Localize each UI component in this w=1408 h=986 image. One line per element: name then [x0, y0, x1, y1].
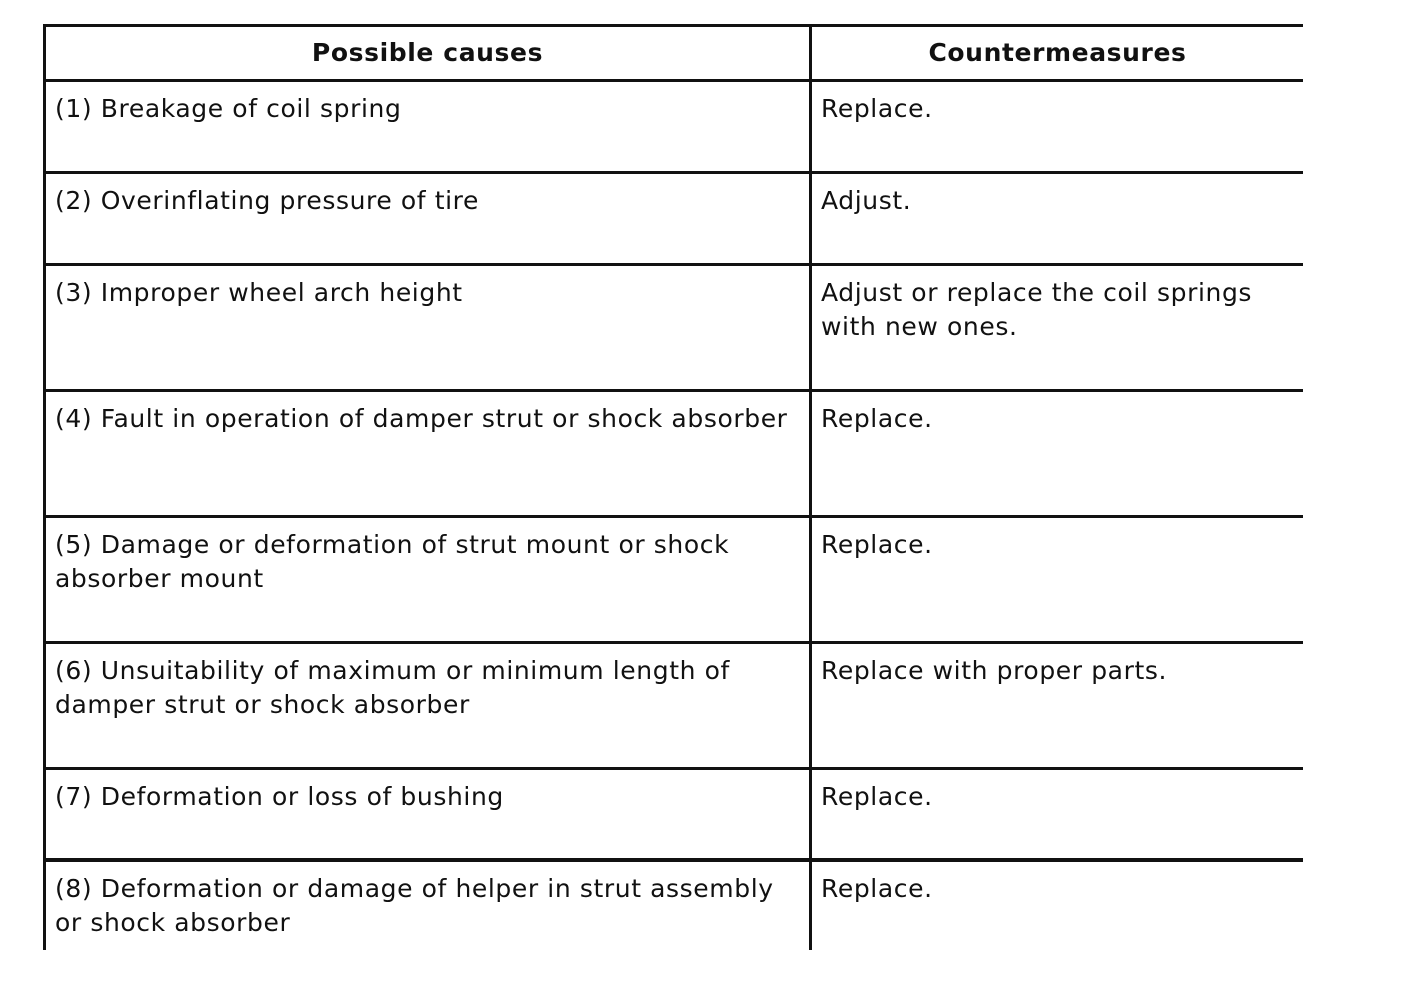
table-row: [45, 391, 1304, 517]
cause-cell: (2) Overinflating pressure of tire: [45, 173, 811, 265]
troubleshooting-table: [43, 24, 1303, 950]
countermeasure-cell: Replace.: [811, 81, 1304, 173]
table-row: [45, 769, 1304, 861]
cause-cell: (6) Unsuitability of maximum or minimum length of damper strut or shock absorber: [45, 643, 811, 769]
table-row: [45, 265, 1304, 391]
cause-cell: (5) Damage or deformation of strut mount or shock absorber mount: [45, 517, 811, 643]
cause-cell: (3) Improper wheel arch height: [45, 265, 811, 391]
table-row: [45, 517, 1304, 643]
table-row: [45, 81, 1304, 173]
countermeasure-cell: Adjust.: [811, 173, 1304, 265]
countermeasure-cell: Replace with proper parts.: [811, 643, 1304, 769]
cause-cell: (8) Deformation or damage of helper in strut assembly or shock absorber: [45, 860, 811, 950]
countermeasure-cell: Adjust or replace the coil springs with new ones.: [811, 265, 1304, 391]
cause-cell: (7) Deformation or loss of bushing: [45, 769, 811, 861]
countermeasures-header: Countermeasures: [811, 26, 1304, 81]
countermeasure-cell: Replace.: [811, 769, 1304, 861]
troubleshooting-table-container: [43, 24, 1303, 950]
table-row: [45, 173, 1304, 265]
countermeasure-cell: Replace.: [811, 391, 1304, 517]
table-row: [45, 860, 1304, 950]
countermeasure-cell: Replace.: [811, 860, 1304, 950]
countermeasure-cell: Replace.: [811, 517, 1304, 643]
cause-cell: (4) Fault in operation of damper strut or shock absorber: [45, 391, 811, 517]
possible-causes-header: Possible causes: [45, 26, 811, 81]
table-row: [45, 643, 1304, 769]
table-header-row: [45, 26, 1304, 81]
cause-cell: (1) Breakage of coil spring: [45, 81, 811, 173]
